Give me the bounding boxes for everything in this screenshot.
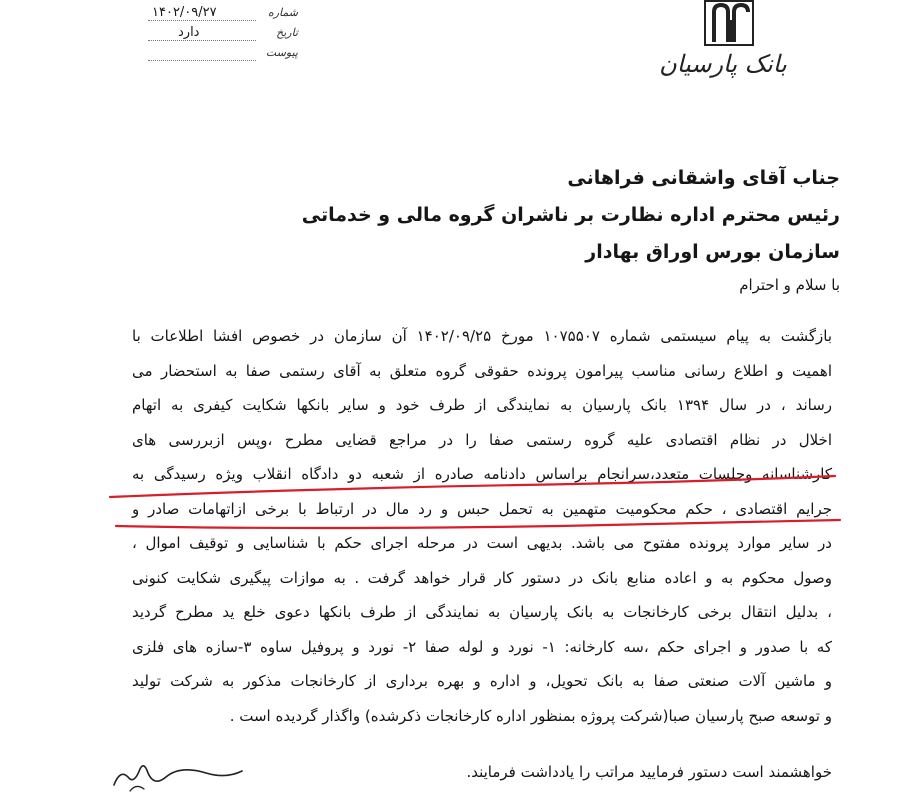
meta-number-label: شماره	[267, 6, 298, 19]
meta-attachment-label: پیوست	[265, 46, 298, 59]
recipient-title: رئیس محترم اداره نظارت بر ناشران گروه مالی و خدماتی	[301, 204, 840, 226]
body-line-4: اخلال در نظام اقتصادی علیه گروه رستمی صفا را در مراجع قضایی مطرح ،وپس ازبررسی های	[132, 430, 832, 449]
body-line-6: جرایم اقتصادی ، حکم محکومیت متهمین به تحمل حبس و رد مال در ارتباط با برخی ازاتهامات صادر و	[132, 499, 832, 518]
body-line-5: کارشناسانه وجلسات متعدد،سرانجام براساس دادنامه صادره از شعبه دو دادگاه انقلاب ویژه رسیدگی به	[132, 465, 832, 483]
body-line-9: ، بدلیل انتقال برخی کارخانجات به بانک پارسیان به نمایندگی از طرف بانکها دعوی خلع ید مطرح گردید	[132, 603, 832, 621]
body-line-10: که با صدور و اجرای حکم ،سه کارخانه: ۱- نورد و لوله صفا ۲- نورد و پروفیل ساوه ۳-سازه های فلزی	[132, 637, 832, 656]
salutation: با سلام و احترام	[739, 276, 840, 294]
meta-date-label: تاریخ	[276, 26, 298, 39]
body-line-11: و ماشین آلات صنعتی صفا به بانک تحویل، و اداره و بهره برداری از کارخانجات مذکور به شرکت تولید	[132, 672, 832, 690]
meta-date-value: دارد	[178, 25, 200, 40]
meta-number-value: ۱۴۰۲/۰۹/۲۷	[152, 5, 217, 20]
body-line-2: اهمیت و اطلاع رسانی مناسب پیرامون پرونده حقوقی گروه متعلق به آقای رستمی صفا به استحضار می	[132, 361, 832, 380]
recipient-name: جناب آقای واشقانی فراهانی	[567, 167, 840, 189]
bank-logo-text: بانک پارسیان	[659, 50, 787, 78]
body-line-12: و توسعه صبح پارسیان صبا(شرکت پروژه بمنظور اداره کارخانجات ذکرشده) واگذار گردیده است .	[229, 706, 832, 725]
recipient-organization: سازمان بورس اوراق بهادار	[585, 241, 840, 263]
body-line-1: بازگشت به پیام سیستمی شماره ۱۰۷۵۵۰۷ مورخ ۱۴۰۲/۰۹/۲۵ آن سازمان در خصوص افشا اطلاعات با	[132, 327, 832, 345]
body-line-3: رساند ، در سال ۱۳۹۴ بانک پارسیان به نمایندگی از طرف خود و سایر بانکها شکایت کیفری به اتهام	[132, 396, 833, 414]
body-line-8: وصول محکوم به و اعاده منابع بانک در دستور کار قرار خواهد گرفت . به موازات پیگیری شکایت کنونی	[132, 568, 832, 587]
body-line-7: در سایر موارد پرونده مفتوح می باشد. بدیهی است در مرحله اجرای حکم با شناسایی و توقیف اموال ،	[132, 534, 832, 552]
closing-line: خواهشمند است دستور فرمایید مراتب را یادداشت فرمایند.	[466, 763, 832, 781]
signature-icon	[110, 755, 250, 793]
